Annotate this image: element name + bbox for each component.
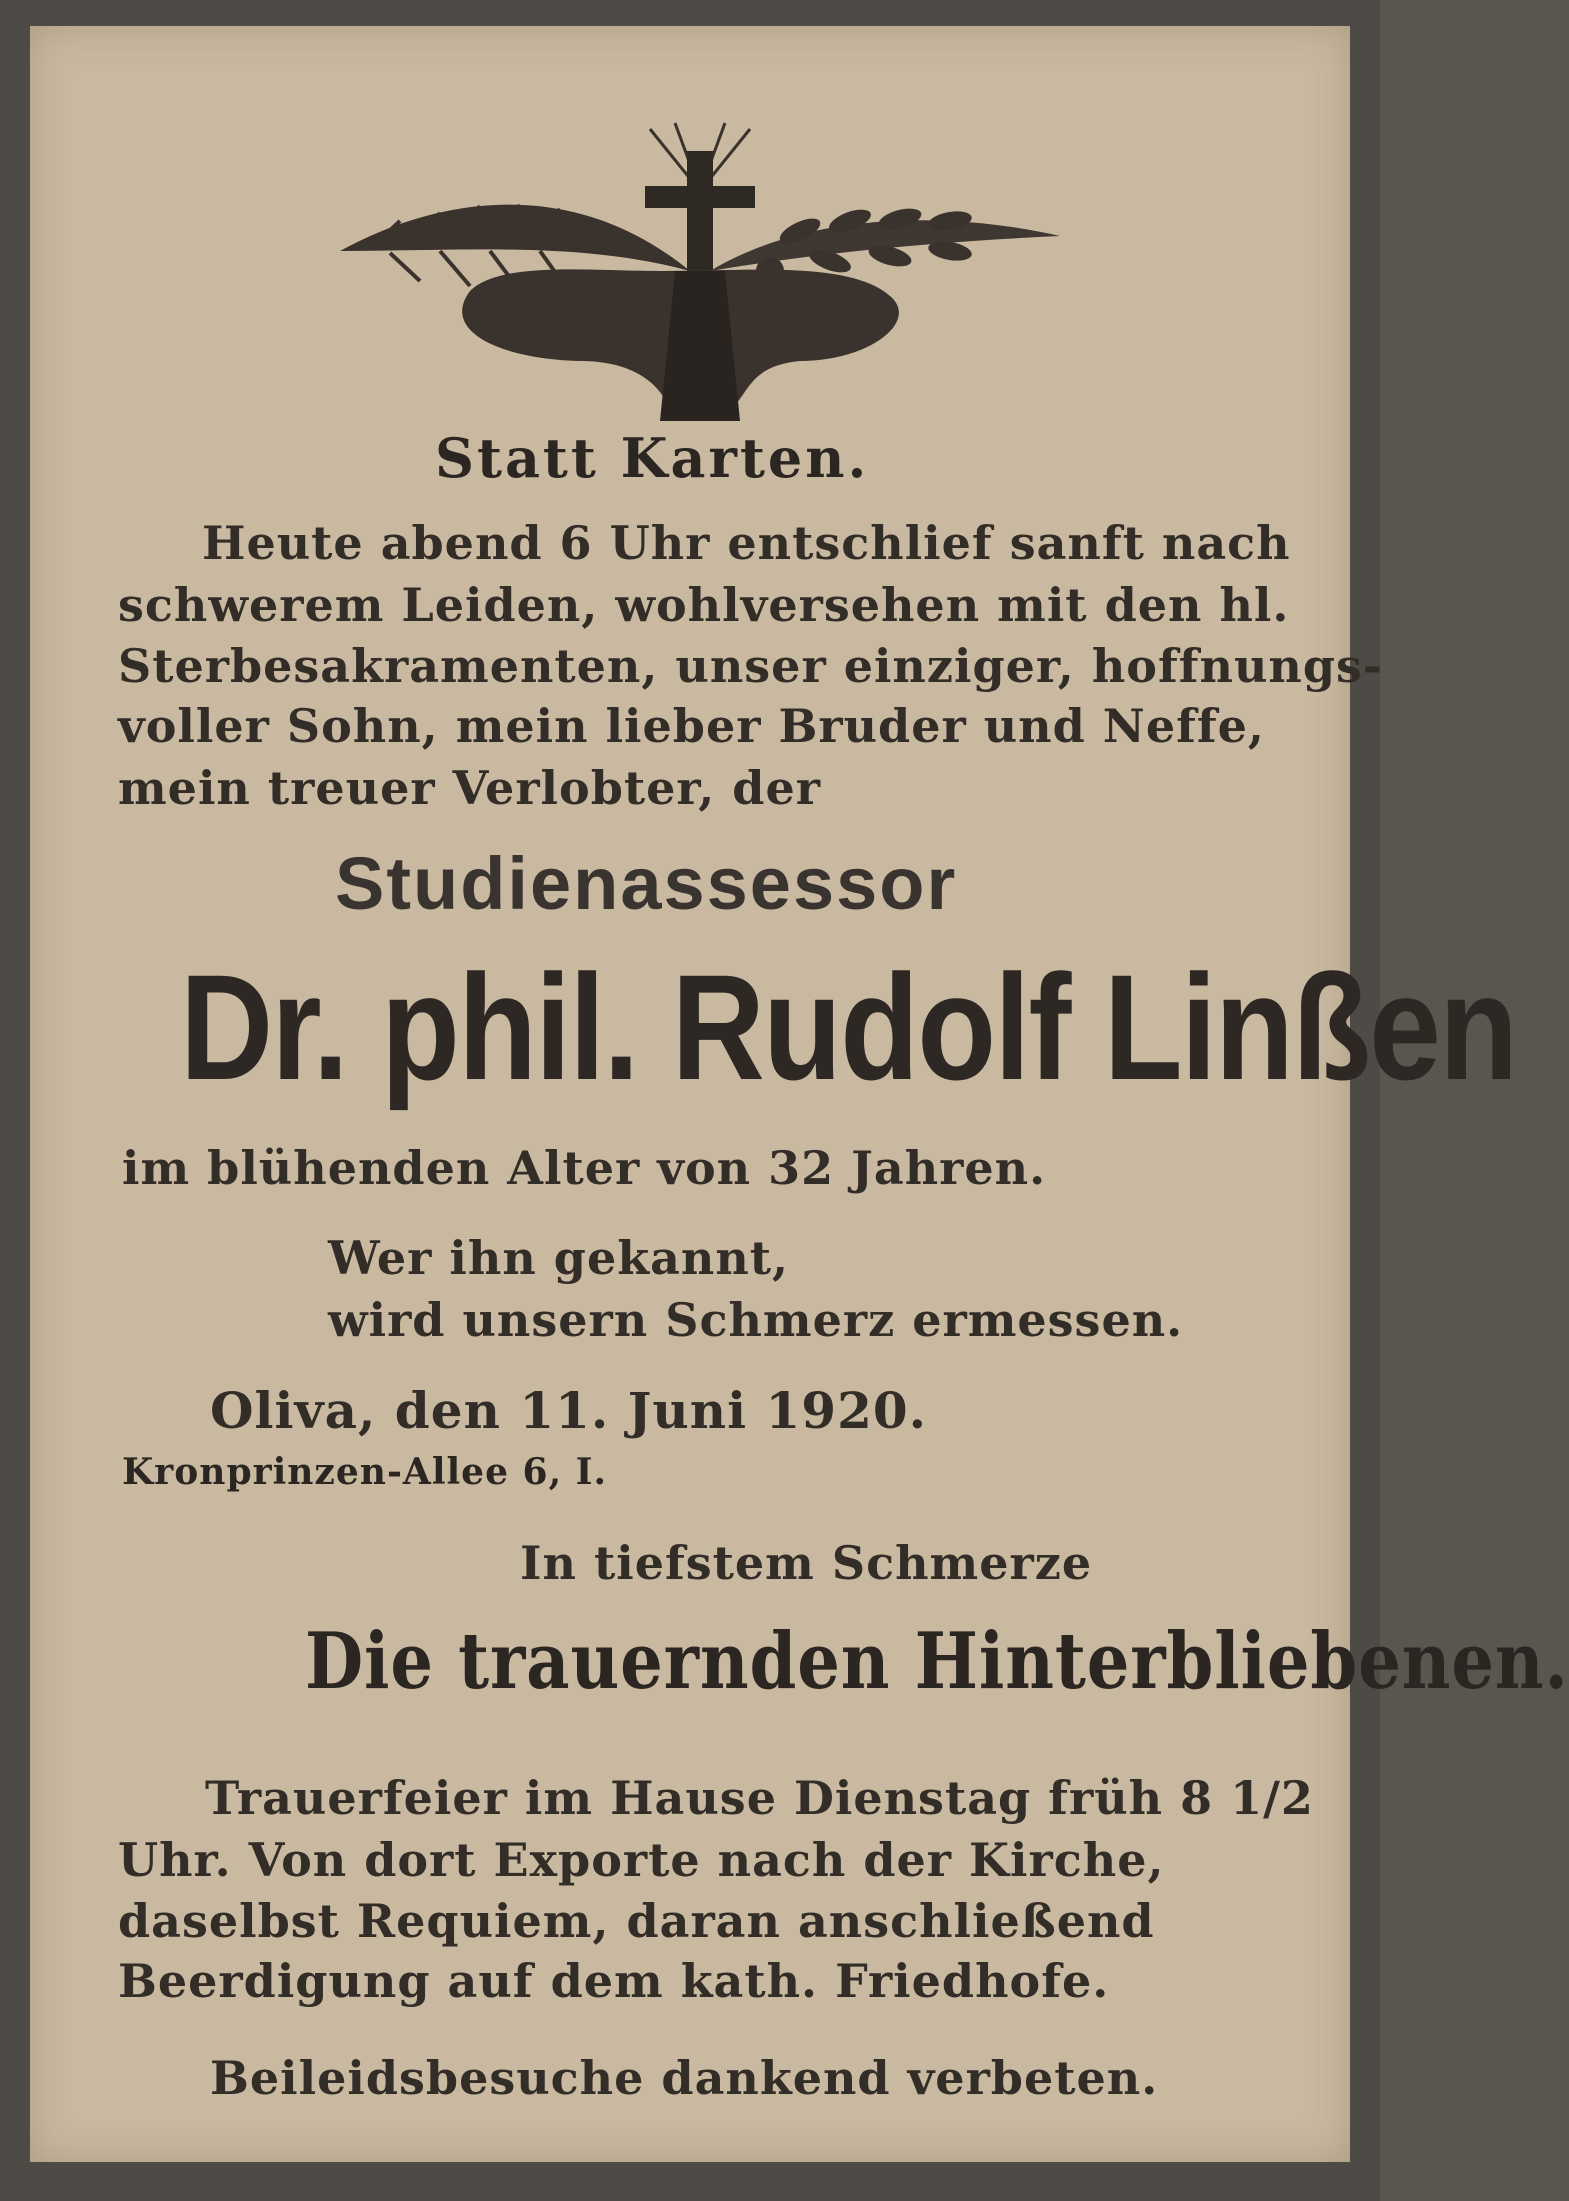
funeral-line-3: daselbst Requiem, daran anschließend xyxy=(118,1894,1155,1948)
grief-line: In tiefstem Schmerze xyxy=(520,1536,1093,1590)
place-date: Oliva, den 11. Juni 1920. xyxy=(210,1381,928,1440)
funeral-line-1: Trauerfeier im Hause Dienstag früh 8 1/2 xyxy=(205,1771,1314,1825)
intro-line-3: Sterbesakramenten, unser einziger, hoffnungs- xyxy=(118,639,1384,693)
funeral-line-4: Beerdigung auf dem kath. Friedhofe. xyxy=(118,1954,1110,2008)
intro-line-5: mein treuer Verlobter, der xyxy=(118,761,821,815)
age-line: im blühenden Alter von 32 Jahren. xyxy=(122,1141,1047,1195)
address: Kronprinzen-Allee 6, I. xyxy=(122,1451,608,1493)
intro-line-4: voller Sohn, mein lieber Bruder und Neffe, xyxy=(118,699,1265,753)
closing-line: Beileidsbesuche dankend verbeten. xyxy=(210,2051,1159,2105)
deceased-rank: Studienassessor xyxy=(335,842,958,925)
quote-line-2: wird unsern Schmerz ermessen. xyxy=(328,1293,1184,1347)
deceased-name: Dr. phil. Rudolf Linßen xyxy=(180,943,1517,1111)
funeral-line-2: Uhr. Von dort Exporte nach der Kirche, xyxy=(118,1833,1165,1887)
heading-statt-karten: Statt Karten. xyxy=(435,426,870,490)
intro-line-1-text: Heute abend 6 Uhr entschlief sanft nach xyxy=(202,516,1291,570)
intro-line-2: schwerem Leiden, wohlversehen mit den hl. xyxy=(118,578,1290,632)
cross-palm-emblem-icon xyxy=(330,121,1070,421)
intro-line-1 xyxy=(202,516,1291,570)
mourners-signature: Die trauernden Hinterbliebenen. xyxy=(305,1616,1569,1707)
quote-line-1: Wer ihn gekannt, xyxy=(328,1231,790,1285)
newspaper-clipping xyxy=(30,26,1569,2162)
